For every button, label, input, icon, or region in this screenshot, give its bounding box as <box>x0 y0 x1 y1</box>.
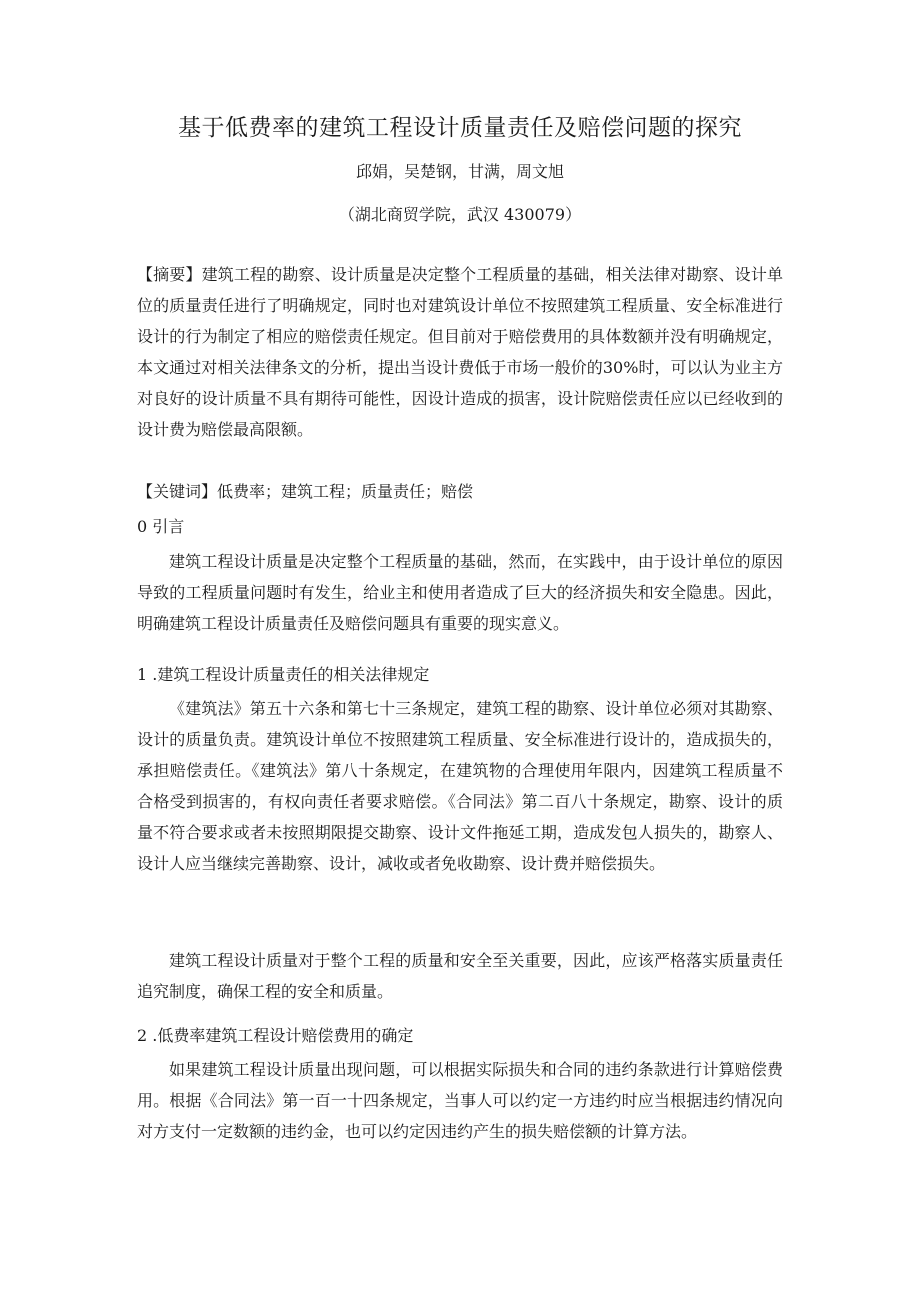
keywords-label: 【关键词】 <box>137 482 218 501</box>
paper-authors: 邱娟，吴楚钢，甘满，周文旭 <box>355 162 564 181</box>
abstract-text: 建筑工程的勘察、设计质量是决定整个工程质量的基础，相关法律对勘察、设计单位的质量责任进行了明确规定，同时也对建筑设计单位不按照建筑工程质量、安全标准进行设计的行为制定了相应的赔偿责任规定。但目前对于赔偿费用的具体数额并没有明确规定，本文通过对相关法律条文的分析，提出当设计费低于市场一般价的30%时，可以认为业主方对良好的设计质量不具有期待可能性，因设计造成的损害，设计院赔偿责任应以已经收到的设计费为赔偿最高限额。 <box>137 265 783 439</box>
section-heading-2: 2 .低费率建筑工程设计赔偿费用的确定 <box>137 1026 414 1045</box>
paper-affiliation: （湖北商贸学院，武汉 430079） <box>338 205 582 224</box>
section1-paragraph-2: 建筑工程设计质量对于整个工程的质量和安全至关重要，因此，应该严格落实质量责任追究制度，确保工程的安全和质量。 <box>137 951 783 1001</box>
abstract <box>137 259 783 445</box>
keywords <box>137 476 783 507</box>
keywords-text: 低费率；建筑工程；质量责任；赔偿 <box>217 482 474 501</box>
section-heading-1: 1 .建筑工程设计质量责任的相关法律规定 <box>137 665 430 684</box>
intro-paragraph: 建筑工程设计质量是决定整个工程质量的基础，然而，在实践中，由于设计单位的原因导致的工程质量问题时有发生，给业主和使用者造成了巨大的经济损失和安全隐患。因此，明确建筑工程设计质量责任及赔偿问题具有重要的现实意义。 <box>137 552 783 633</box>
abstract-label: 【摘要】 <box>137 265 202 284</box>
section1-paragraph-1: 《建筑法》第五十六条和第七十三条规定，建筑工程的勘察、设计单位必须对其勘察、设计的质量负责。建筑设计单位不按照建筑工程质量、安全标准进行设计的，造成损失的，承担赔偿责任。《建筑法》第八十条规定，在建筑物的合理使用年限内，因建筑工程质量不合格受到损害的，有权向责任者要求赔偿。《合同法》第二百八十条规定，勘察、设计的质量不符合要求或者未按照期限提交勘察、设计文件拖延工期，造成发包人损失的，勘察人、设计人应当继续完善勘察、设计，减收或者免收勘察、设计费并赔偿损失。 <box>137 699 783 873</box>
section-heading-intro: 0 引言 <box>137 517 185 536</box>
paper-title: 基于低费率的建筑工程设计质量责任及赔偿问题的探究 <box>178 115 742 141</box>
section2-paragraph-1: 如果建筑工程设计质量出现问题，可以根据实际损失和合同的违约条款进行计算赔偿费用。根据《合同法》第一百一十四条规定，当事人可以约定一方违约时应当根据违约情况向对方支付一定数额的违约金，也可以约定因违约产生的损失赔偿额的计算方法。 <box>137 1060 783 1141</box>
